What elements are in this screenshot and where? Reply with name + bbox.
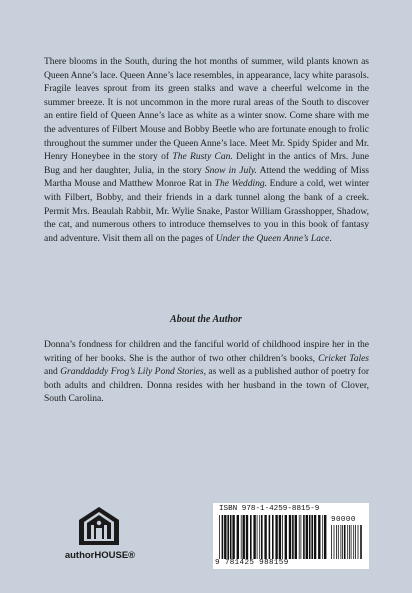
barcode-bar (309, 515, 311, 559)
barcode-bar (314, 515, 316, 559)
barcode-bar (250, 515, 252, 559)
barcode-bar (336, 525, 337, 559)
barcode-bar (230, 515, 232, 559)
barcode-bar (355, 525, 356, 559)
body-text: , as well as a published author of poetry for both adults and children. Donna resides with her husband in the town of Clover, South Carolina. (44, 366, 369, 405)
body-text: . (329, 232, 332, 244)
barcode-bar (243, 515, 245, 559)
body-text: There blooms in the South, during the hot months of summer, wild plants known as Queen Anne’s lace. Queen Anne’s lace resembles, in appearance, lacy white parasols. Fragile leaves sprout from its green stalks and wave a cheerful welcome in the summer breeze. It is not uncommon in the more rural areas of the South to discover an entire field of Queen Anne’s lace as white as a winter snow. Come share with me the adventures of Filbert Mouse and Bobby Beetle who are fortunate enough to frolic throughout the summer under the Queen Anne’s lace. Meet Mr. Spidy Spider and Mr. Henry Honeybee in the story of (44, 56, 369, 163)
barcode-bar (246, 515, 248, 559)
barcode-bar (279, 515, 281, 559)
barcode-bar (227, 515, 229, 559)
barcode-bar (224, 515, 226, 559)
book-title-text: Granddaddy Frog’s Lily Pond Stories (60, 366, 204, 378)
book-title-text: Snow in July. (204, 164, 257, 176)
barcode-bar (261, 515, 263, 559)
price-code: 90000 (331, 516, 356, 524)
barcode-bar (292, 515, 294, 559)
barcode-bar (344, 525, 346, 559)
barcode-bar (360, 525, 362, 559)
barcode-bar (303, 515, 305, 559)
barcode-bar (275, 515, 277, 559)
barcode-bar (353, 525, 354, 559)
barcode-bar (289, 515, 291, 559)
barcode-bar (338, 525, 339, 559)
barcode-bar (269, 515, 271, 559)
barcode-bar (351, 525, 352, 559)
barcode-bar (347, 525, 348, 559)
barcode-bar (324, 515, 326, 559)
barcode-bar (341, 525, 342, 559)
barcode-bar (219, 515, 220, 559)
barcode-bar (301, 515, 302, 559)
isbn-label: ISBN 978-1-4259-8815-9 (219, 505, 320, 513)
barcode-bar (232, 515, 234, 559)
barcode-bar (259, 515, 260, 559)
barcode-bar (342, 525, 343, 559)
barcode-bar (358, 525, 359, 559)
barcode-bar (299, 515, 300, 559)
body-text: Donna’s fondness for children and the fanciful world of childhood inspire her in the writing of her books. She is the author of two other children’s books, (44, 339, 369, 364)
barcode-bar (237, 515, 239, 559)
house-logo-icon (78, 506, 120, 546)
author-bio (44, 338, 369, 406)
barcode-bar (241, 515, 242, 559)
about-author-heading: About the Author (170, 314, 242, 325)
barcode-bar (257, 515, 258, 559)
book-title-text: The Wedding. (214, 178, 267, 190)
isbn-barcode (213, 503, 369, 569)
book-title-text: Under the Queen Anne’s Lace (215, 232, 330, 244)
barcode-bar (318, 515, 320, 559)
barcode-bar (349, 525, 350, 559)
price-barcode-bars (331, 525, 363, 559)
body-text: Endure a cold, wet winter with Filbert, Bobby, and their friends in a dark tunnel along the bank of a creek. Permit Mrs. Beaulah Rabbit, Mr. Wylie Snake, Pastor William Grasshopper, Shadow, the cat, and numerous others to introduce themselves to you in this book of fantasy and adventure. Visit them all on the pages of (44, 178, 369, 244)
barcode-bar (222, 515, 224, 559)
barcode-bar (272, 515, 274, 559)
publisher-logo (60, 506, 140, 566)
book-title-text: Cricket Tales (318, 352, 369, 364)
ean-digits: 9 781425 988159 (215, 559, 289, 567)
barcode-bar (334, 525, 335, 559)
book-title-text: The Rusty Can. (172, 151, 233, 163)
barcode-bar (253, 515, 255, 559)
barcode-bar (264, 515, 266, 559)
book-blurb (44, 55, 369, 245)
barcode-bar (306, 515, 308, 559)
barcode-bar (322, 515, 323, 559)
barcode-bar (331, 525, 332, 559)
publisher-name: authorHOUSE® (64, 550, 136, 561)
barcode-bar (282, 515, 283, 559)
barcode-bar (285, 515, 287, 559)
barcode-bar (311, 515, 313, 559)
ean-barcode-bars (219, 515, 327, 559)
body-text: and (44, 366, 61, 378)
barcode-bar (295, 515, 297, 559)
body-text: Attend the wedding of Miss Martha Mouse and Matthew Monroe Rat in (44, 164, 369, 190)
body-text: Delight in the antics of Mrs. June Bug and her daughter, Julia, in the story (44, 151, 370, 176)
